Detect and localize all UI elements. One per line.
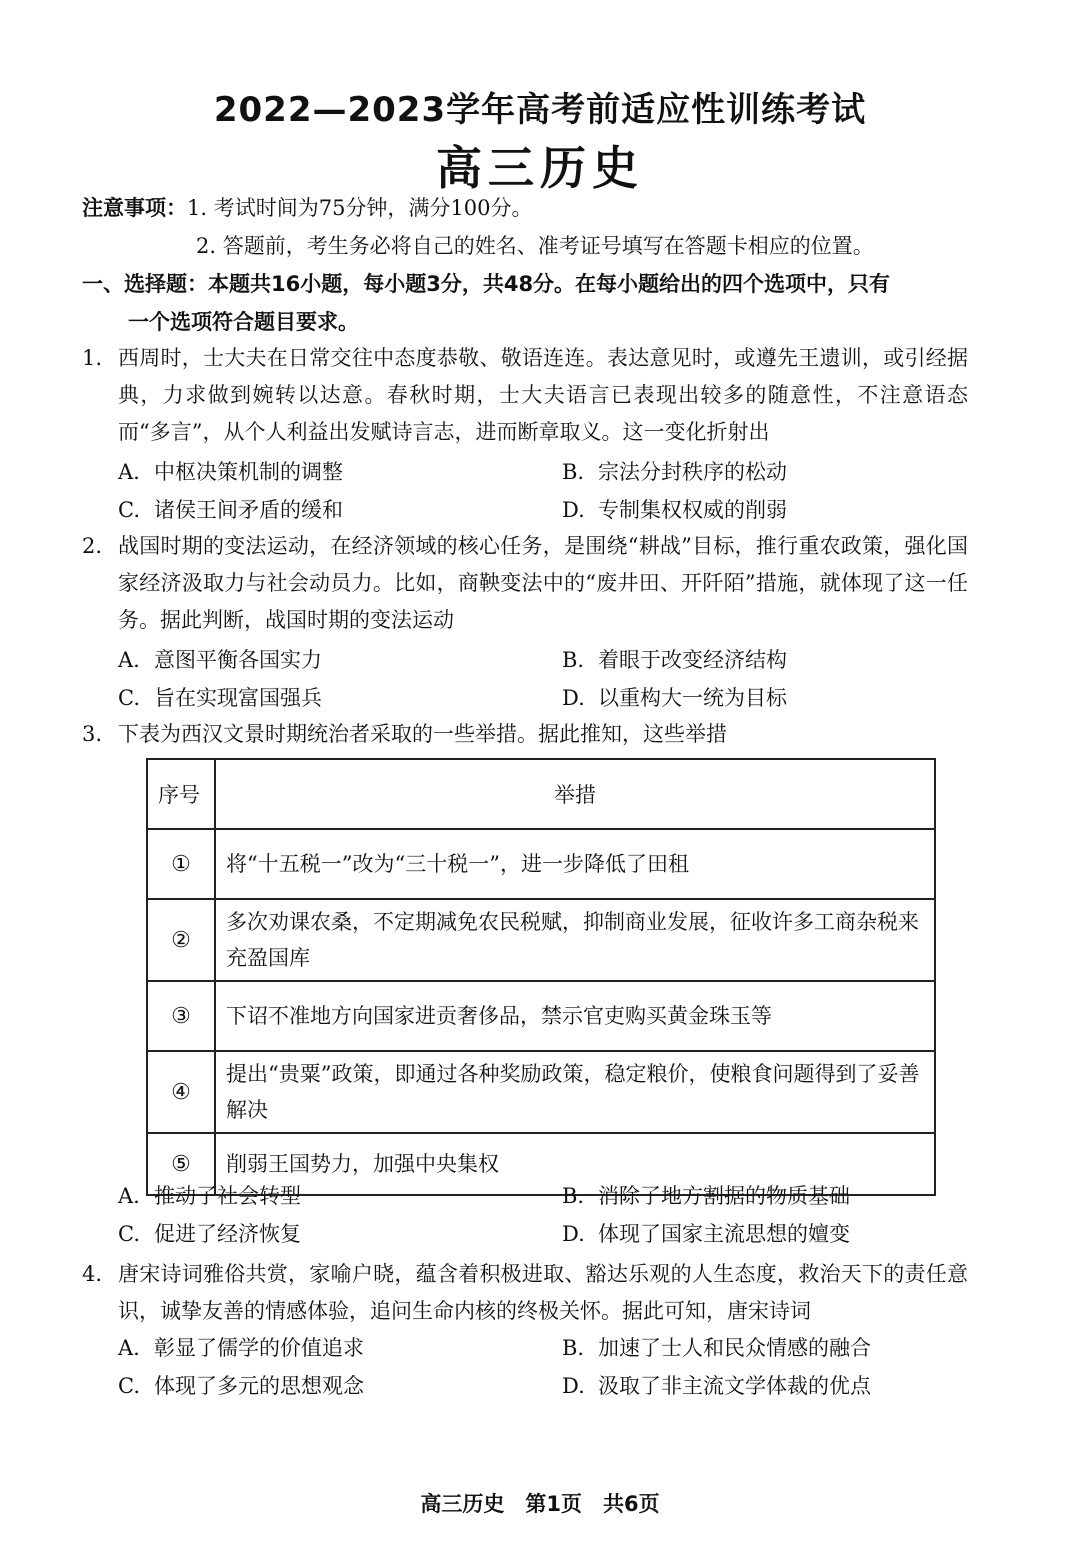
table-header-number: 序号 [147,759,215,829]
question-3-text: 下表为西汉文景时期统治者采取的一些举措。据此推知，这些举措 [118,722,727,746]
question-1-option-b: B. 宗法分封秩序的松动 [562,460,787,484]
notice-label: 注意事项： [82,196,187,220]
question-3-option-a: A. 推动了社会转型 [118,1184,301,1208]
question-4-number: 4. [82,1262,103,1286]
table-row-number: ② [147,899,215,981]
question-3-number: 3. [82,722,103,746]
table-row-number: ⑤ [147,1133,215,1195]
notice-item-1: 1. 考试时间为75分钟，满分100分。 [187,196,533,220]
question-1-option-a: A. 中枢决策机制的调整 [118,460,343,484]
table-row-number: ③ [147,981,215,1051]
question-3-option-b: B. 消除了地方割据的物质基础 [562,1184,850,1208]
table-header-measure: 举措 [215,759,935,829]
table-row-text: 提出“贵粟”政策，即通过各种奖励政策，稳定粮价，使粮食问题得到了妥善解决 [215,1051,935,1133]
question-4-option-d: D. 汲取了非主流文学体裁的优点 [562,1374,871,1398]
question-3-option-d: D. 体现了国家主流思想的嬗变 [562,1222,850,1246]
table-row-text: 将“十五税一”改为“三十税一”，进一步降低了田租 [215,829,935,899]
notice-item-2: 2. 答题前，考生务必将自己的姓名、准考证号填写在答题卡相应的位置。 [196,234,874,258]
question-2-option-d: D. 以重构大一统为目标 [562,686,787,710]
page-footer: 高三历史 第1页 共6页 [420,1492,660,1516]
question-2-text: 战国时期的变法运动，在经济领域的核心任务，是围绕“耕战”目标，推行重农政策，强化国家经济汲取力与社会动员力。比如，商鞅变法中的“废井田、开阡陌”措施，就体现了这一任务。据此判断，战国时期的变法运动 [118,534,968,632]
question-4-option-a: A. 彰显了儒学的价值追求 [118,1336,364,1360]
question-2-option-c: C. 旨在实现富国强兵 [118,686,322,710]
table-row [147,1051,935,1133]
question-2-option-a: A. 意图平衡各国实力 [118,648,322,672]
notice-line-1 [82,194,533,222]
question-1-option-d: D. 专制集权权威的削弱 [562,498,787,522]
table-row-text: 削弱王国势力，加强中央集权 [215,1133,935,1195]
question-1-text: 西周时，士大夫在日常交往中态度恭敬、敬语连连。表达意见时，或遵先王遗训，或引经据典，力求做到婉转以达意。春秋时期，士大夫语言已表现出较多的随意性，不注意语态而“多言”，从个人利益出发赋诗言志，进而断章取义。这一变化折射出 [118,346,968,444]
table-row-number: ④ [147,1051,215,1133]
table-row [147,981,935,1051]
section-heading-line-2: 一个选项符合题目要求。 [128,310,359,334]
question-4-text: 唐宋诗词雅俗共赏，家喻户晓，蕴含着积极进取、豁达乐观的人生态度，救治天下的责任意识，诚挚友善的情感体验，追问生命内核的终极关怀。据此可知，唐宋诗词 [118,1262,968,1323]
exam-title: 2022—2023学年高考前适应性训练考试 [213,90,867,130]
subject-title: 高三历史 [436,141,644,195]
question-4-option-b: B. 加速了士人和民众情感的融合 [562,1336,871,1360]
table-header-row [147,759,935,829]
question-4-option-c: C. 体现了多元的思想观念 [118,1374,364,1398]
question-2-option-b: B. 着眼于改变经济结构 [562,648,787,672]
table-row-number: ① [147,829,215,899]
table-row-text: 下诏不准地方向国家进贡奢侈品，禁示官吏购买黄金珠玉等 [215,981,935,1051]
table-row [147,899,935,981]
question-2-number: 2. [82,534,103,558]
section-heading-line-1: 一、选择题：本题共16小题，每小题3分，共48分。在每小题给出的四个选项中，只有 [82,272,891,296]
question-1-option-c: C. 诸侯王间矛盾的缓和 [118,498,343,522]
measures-table [146,758,936,1196]
table-row [147,829,935,899]
question-3-option-c: C. 促进了经济恢复 [118,1222,301,1246]
table-row-text: 多次劝课农桑，不定期减免农民税赋，抑制商业发展，征收许多工商杂税来充盈国库 [215,899,935,981]
question-1-number: 1. [82,346,103,370]
